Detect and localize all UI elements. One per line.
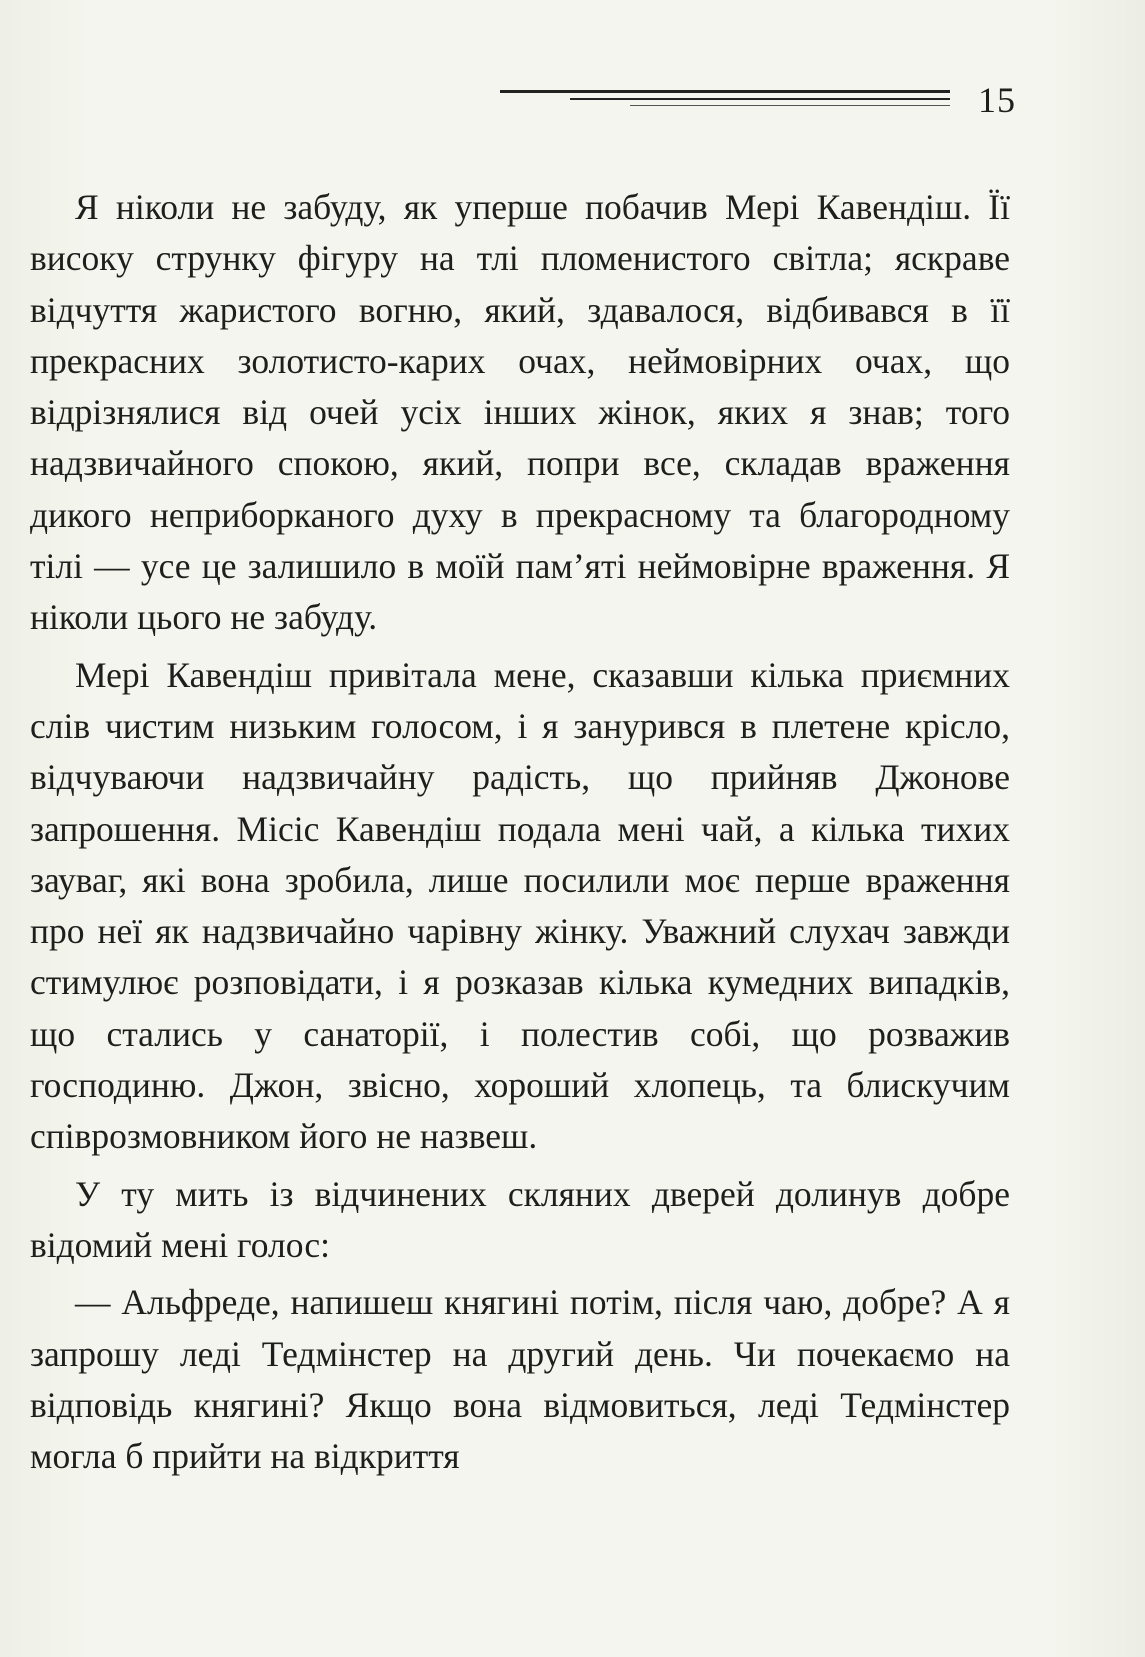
header-rule-top <box>500 90 950 93</box>
paragraph-1: Я ніколи не забуду, як уперше побачив Мері Кавендіш. Її високу струнку фігуру на тлі пломенистого світла; яскраве відчуття жаристого вогню, який, здавалося, відбивався в її прекрасних золотисто-карих очах, неймовірних очах, що відрізнялися від очей усіх інших жінок, яких я знав; того надзвичайного спокою, який, попри все, складав враження дикого неприборканого духу в прекрасному та благородному тілі — усе це залишило в моїй пам’яті неймовірне враження. Я ніколи цього не забуду. <box>30 187 1010 638</box>
header-rule-middle <box>570 98 950 100</box>
header-rule-bottom <box>630 105 950 106</box>
paragraph-2: Мері Кавендіш привітала мене, сказавши кілька приємних слів чистим низьким голосом, і я занурився в плетене крісло, відчуваючи надзвичайну радість, що прийняв Джонове запрошення. Місіс Кавендіш подала мені чай, а кілька тихих зауваг, які вона зробила, лише посилили моє перше враження про неї як надзвичайно чарівну жінку. Уважний слухач завжди стимулює розповідати, і я розказав кілька кумедних випадків, що стались у санаторії, і полестив собі, що розважив господиню. Джон, звісно, хороший хлопець, та блискучим співрозмовником його не назвеш. <box>30 654 1010 1157</box>
page-number: 15 <box>978 80 1016 120</box>
paragraph-4: — Альфреде, напишеш княгині потім, після чаю, добре? А я запрошу леді Тедмінстер на другий день. Чи почекаємо на відповідь княгині? Якщо вона відмовиться, леді Тедмінстер могла б прийти на відкриття <box>30 1282 1010 1477</box>
body-text <box>30 182 1010 1482</box>
paragraph-3: У ту мить із відчинених скляних дверей долинув добре відомий мені голос: <box>30 1173 1010 1265</box>
page-header <box>500 78 1020 122</box>
